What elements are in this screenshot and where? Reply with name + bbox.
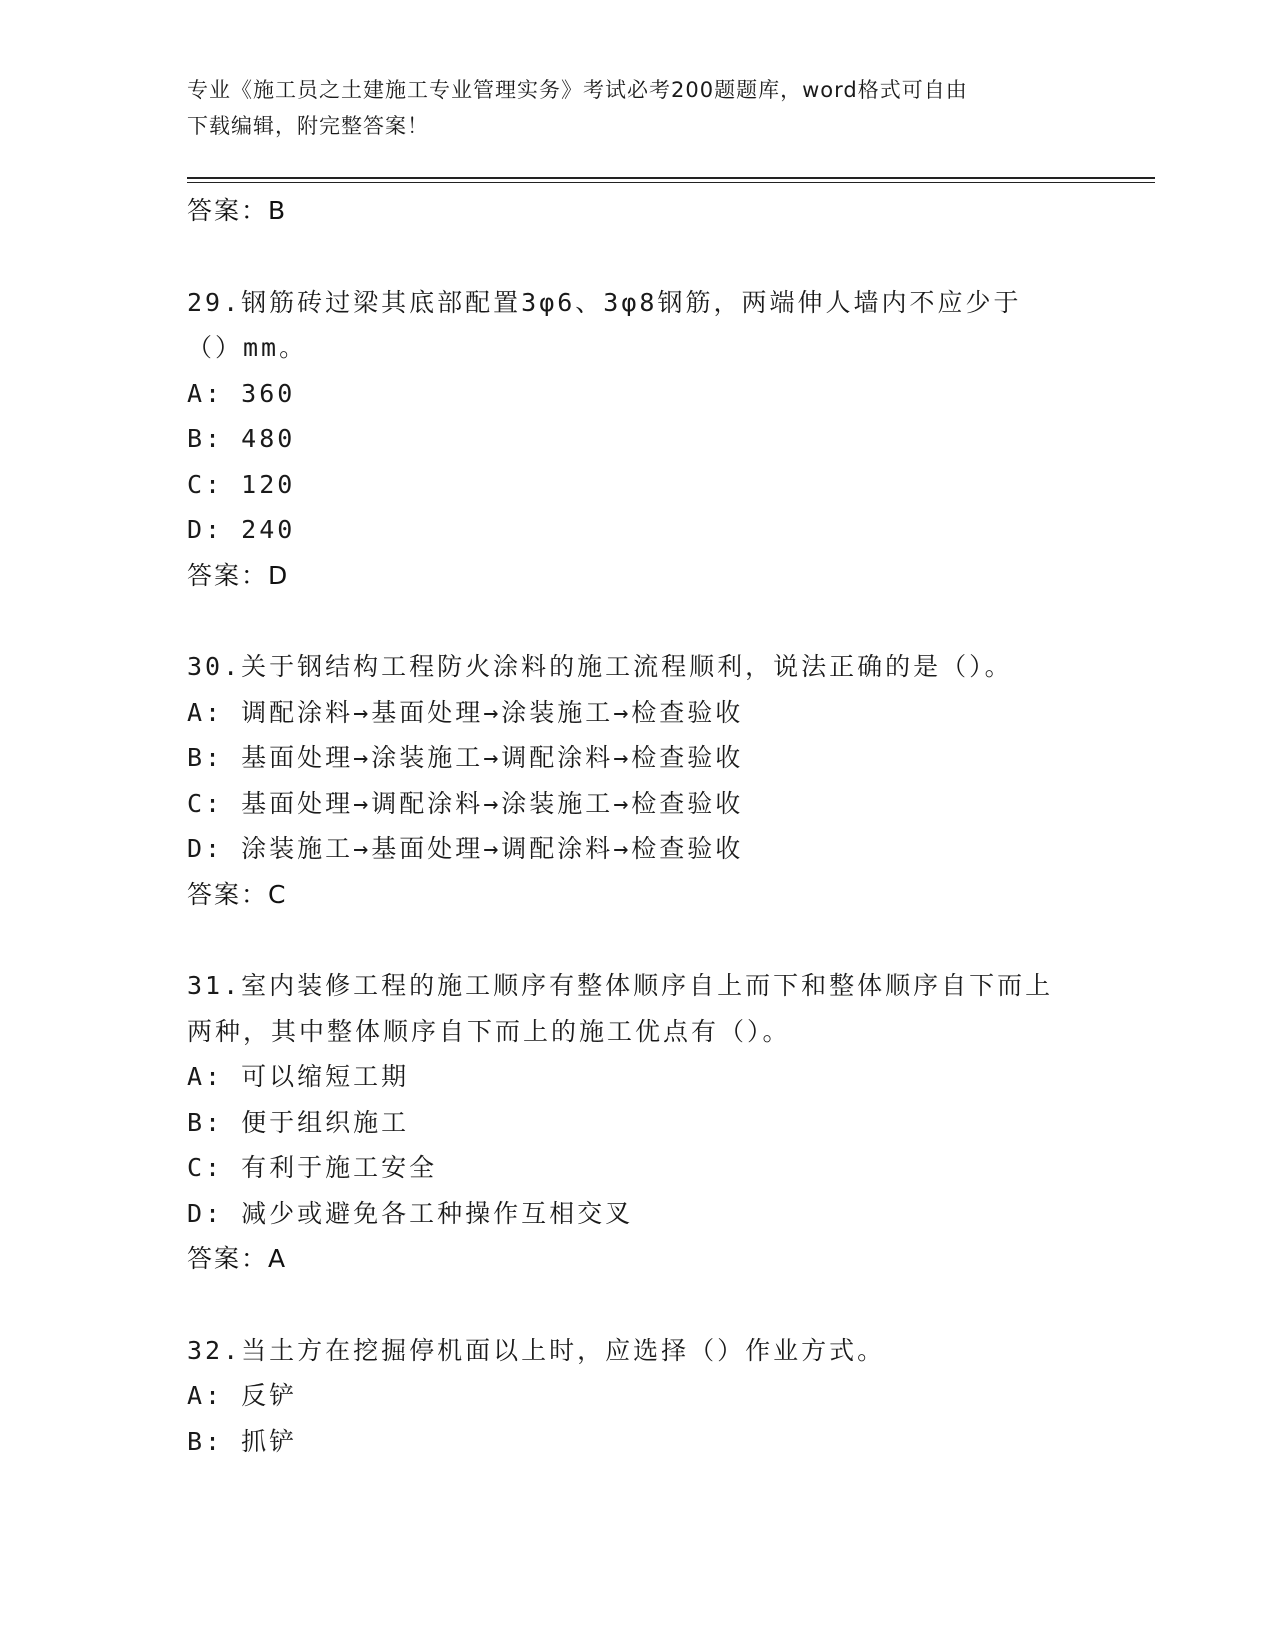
- question-32-option-b: B: 抓铲: [187, 1426, 298, 1456]
- header-line-2: 下载编辑，附完整答案！: [187, 114, 429, 138]
- question-29: [187, 280, 1087, 599]
- question-31-text-line-1: 31.室内装修工程的施工顺序有整体顺序自上而下和整体顺序自下而上: [187, 971, 1054, 1000]
- spacer: [187, 917, 1087, 963]
- question-31-option-c: C: 有利于施工安全: [187, 1153, 438, 1182]
- question-29-text-line-1: 29.钢筋砖过梁其底部配置3φ6、3φ8钢筋，两端伸人墙内不应少于: [187, 287, 1022, 317]
- question-29-option-a: A: 360: [187, 378, 296, 408]
- question-30-answer: 答案：C: [187, 879, 288, 909]
- question-32-text-line-1: 32.当土方在挖掘停机面以上时，应选择（）作业方式。: [187, 1335, 886, 1365]
- question-30-option-b: B: 基面处理→涂装施工→调配涂料→检查验收: [187, 743, 744, 772]
- question-31-option-a: A: 可以缩短工期: [187, 1062, 410, 1091]
- question-30-option-c: C: 基面处理→调配涂料→涂装施工→检查验收: [187, 788, 744, 818]
- spacer: [187, 1282, 1087, 1328]
- question-30-option-a: A: 调配涂料→基面处理→涂装施工→检查验收: [187, 697, 744, 727]
- question-31-option-b: B: 便于组织施工: [187, 1107, 410, 1137]
- question-29-text-line-2: （）mm。: [187, 333, 308, 362]
- header-rule-thin: [187, 182, 1155, 183]
- document-body: [187, 188, 1087, 1464]
- question-32: [187, 1328, 1087, 1465]
- question-30-option-d: D: 涂装施工→基面处理→调配涂料→检查验收: [187, 834, 744, 863]
- prev-answer: 答案：B: [187, 196, 288, 225]
- question-30-text-line-1: 30.关于钢结构工程防火涂料的施工流程顺利，说法正确的是（）。: [187, 652, 1013, 681]
- question-31-answer: 答案：A: [187, 1244, 288, 1273]
- question-29-answer: 答案：D: [187, 560, 290, 590]
- question-30: [187, 644, 1087, 917]
- question-31-text-line-2: 两种，其中整体顺序自下而上的施工优点有（）。: [187, 1016, 791, 1046]
- document-header: [187, 72, 1067, 144]
- spacer: [187, 234, 1087, 280]
- question-31: [187, 963, 1087, 1282]
- question-29-option-c: C: 120: [187, 469, 296, 499]
- spacer: [187, 598, 1087, 644]
- question-31-option-d: D: 减少或避免各工种操作互相交叉: [187, 1198, 634, 1228]
- question-29-option-d: D: 240: [187, 515, 296, 544]
- header-rule-thick: [187, 177, 1155, 179]
- question-32-option-a: A: 反铲: [187, 1381, 298, 1410]
- question-29-option-b: B: 480: [187, 424, 296, 453]
- header-line-1: 专业《施工员之土建施工专业管理实务》考试必考200题题库，word格式可自由: [187, 78, 968, 102]
